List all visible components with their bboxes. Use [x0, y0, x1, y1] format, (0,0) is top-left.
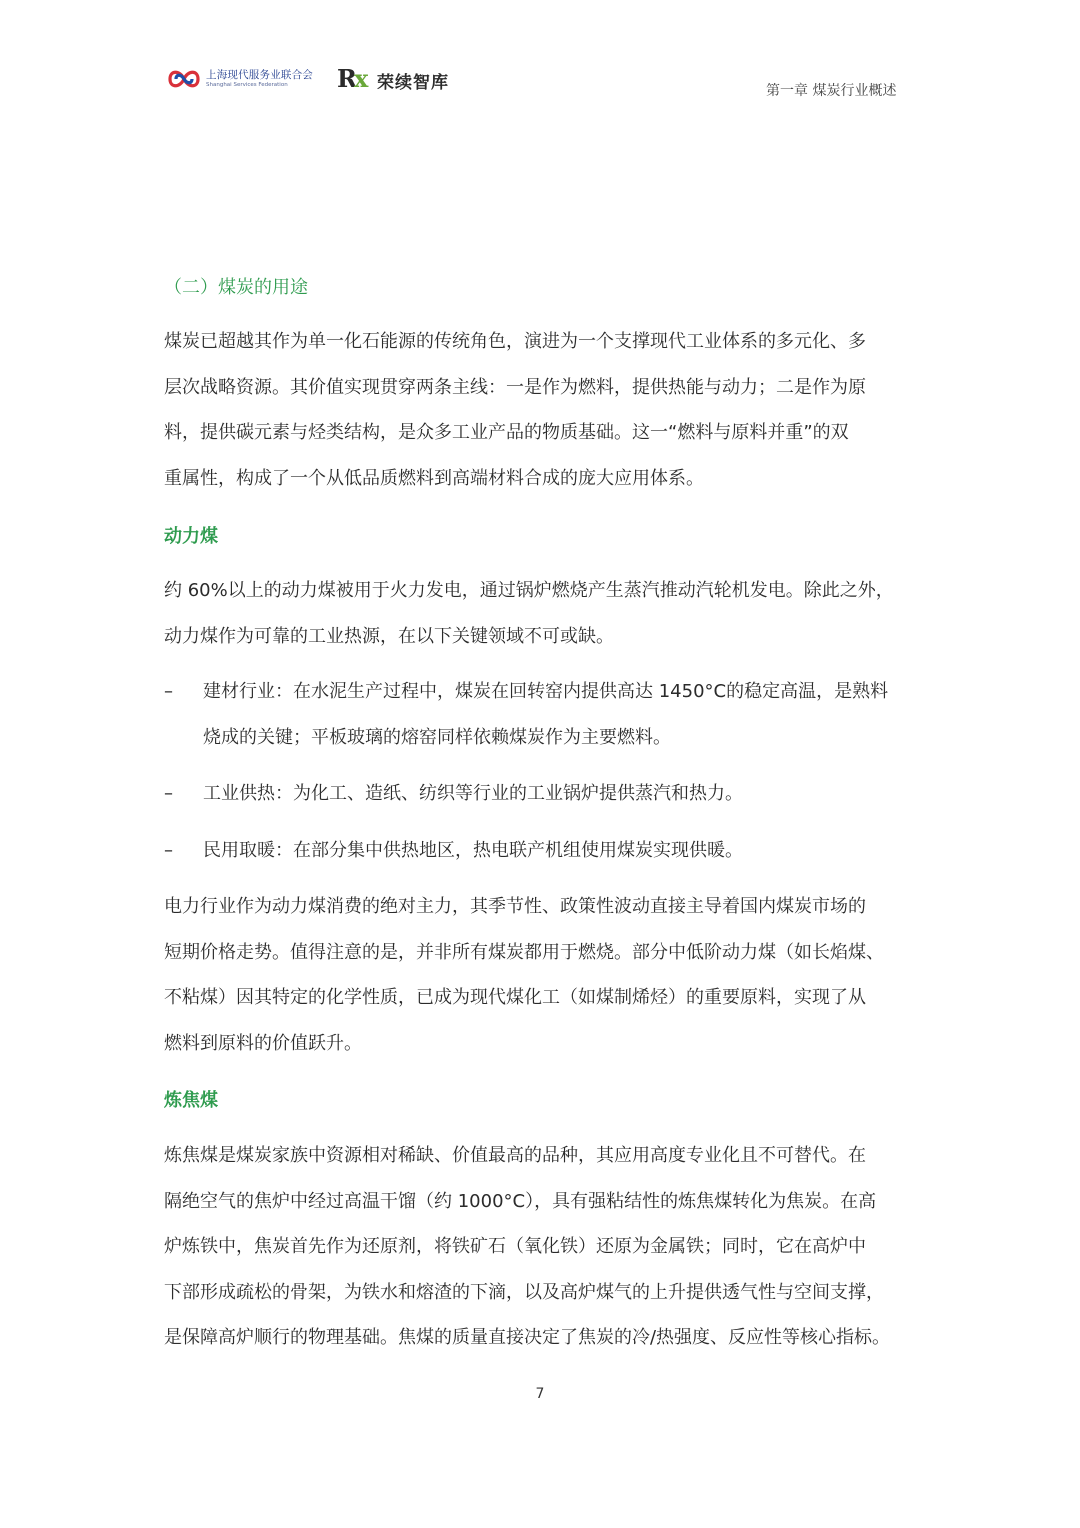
text-line: 燃料到原料的价值跃升。	[164, 1032, 362, 1054]
text-line: 料，提供碳元素与烃类结构，是众多工业产品的物质基础。这一“燃料与原料并重”的双	[164, 422, 849, 443]
text-line: 烧成的关键；平板玻璃的熔窑同样依赖煤炭作为主要燃料。	[203, 726, 671, 748]
federation-name-cn: 上海现代服务业联合会	[206, 69, 313, 81]
text-line: 层次战略资源。其价值实现贯穿两条主线：一是作为燃料，提供热能与动力；二是作为原	[164, 376, 866, 398]
federation-logo	[166, 62, 326, 98]
text-line: 不粘煤）因其特定的化学性质，已成为现代煤化工（如煤制烯烃）的重要原料，实现了从	[164, 987, 866, 1008]
subheading-thermal-coal: 动力煤	[164, 526, 218, 547]
text-line: 建材行业：在水泥生产过程中，煤炭在回转窑内提供高达 1450°C的稳定高温，是熟料	[203, 681, 889, 702]
bullet-dash: –	[164, 783, 173, 804]
text-line: 重属性，构成了一个从低品质燃料到高端材料合成的庞大应用体系。	[164, 467, 704, 489]
text-line: 电力行业作为动力煤消费的绝对主力，其季节性、政策性波动直接主导着国内煤炭市场的	[164, 896, 866, 917]
text-line: 动力煤作为可靠的工业热源，在以下关键领域不可或缺。	[164, 625, 614, 647]
text-line: 下部形成疏松的骨架，为铁水和熔渣的下滴，以及高炉煤气的上升提供透气性与空间支撑，	[164, 1281, 884, 1303]
text-line: 隔绝空气的焦炉中经过高温干馏（约 1000°C），具有强粘结性的炼焦煤转化为焦炭。在高	[164, 1190, 877, 1212]
bullet-dash: –	[164, 681, 173, 702]
rx-logo-mark: Rx	[337, 64, 366, 93]
federation-name-en: Shanghai Services Federation	[206, 82, 288, 88]
text-line: 工业供热：为化工、造纸、纺织等行业的工业锅炉提供蒸汽和热力。	[203, 783, 743, 804]
federation-logo-icon	[166, 66, 202, 92]
text-line: 炼焦煤是煤炭家族中资源相对稀缺、价值最高的品种，其应用高度专业化且不可替代。在	[164, 1145, 866, 1166]
section-title: （二）煤炭的用途	[164, 277, 308, 298]
power-industry-paragraph	[164, 884, 934, 1066]
page-header	[0, 0, 1080, 130]
thermal-coal-paragraph	[164, 568, 934, 659]
text-line: 民用取暖：在部分集中供热地区，热电联产机组使用煤炭实现供暖。	[203, 840, 743, 861]
coking-coal-paragraph	[164, 1133, 934, 1361]
intro-paragraph	[164, 319, 934, 501]
page-number: 7	[535, 1386, 545, 1402]
text-line: 煤炭已超越其作为单一化石能源的传统角色，演进为一个支撑现代工业体系的多元化、多	[164, 331, 866, 352]
text-line: 短期价格走势。值得注意的是，并非所有煤炭都用于燃烧。部分中低阶动力煤（如长焰煤、	[164, 941, 884, 963]
think-tank-logo	[337, 62, 467, 98]
bullet-dash: –	[164, 840, 173, 861]
think-tank-name: 荣续智库	[377, 73, 449, 93]
text-line: 炉炼铁中，焦炭首先作为还原剂，将铁矿石（氧化铁）还原为金属铁；同时，它在高炉中	[164, 1236, 866, 1257]
text-line: 是保障高炉顺行的物理基础。焦煤的质量直接决定了焦炭的冷/热强度、反应性等核心指标。	[164, 1327, 891, 1348]
chapter-title: 第一章 煤炭行业概述	[766, 83, 897, 99]
subheading-coking-coal: 炼焦煤	[164, 1090, 218, 1111]
text-line: 约 60%以上的动力煤被用于火力发电，通过锅炉燃烧产生蒸汽推动汽轮机发电。除此之外，	[164, 580, 894, 601]
